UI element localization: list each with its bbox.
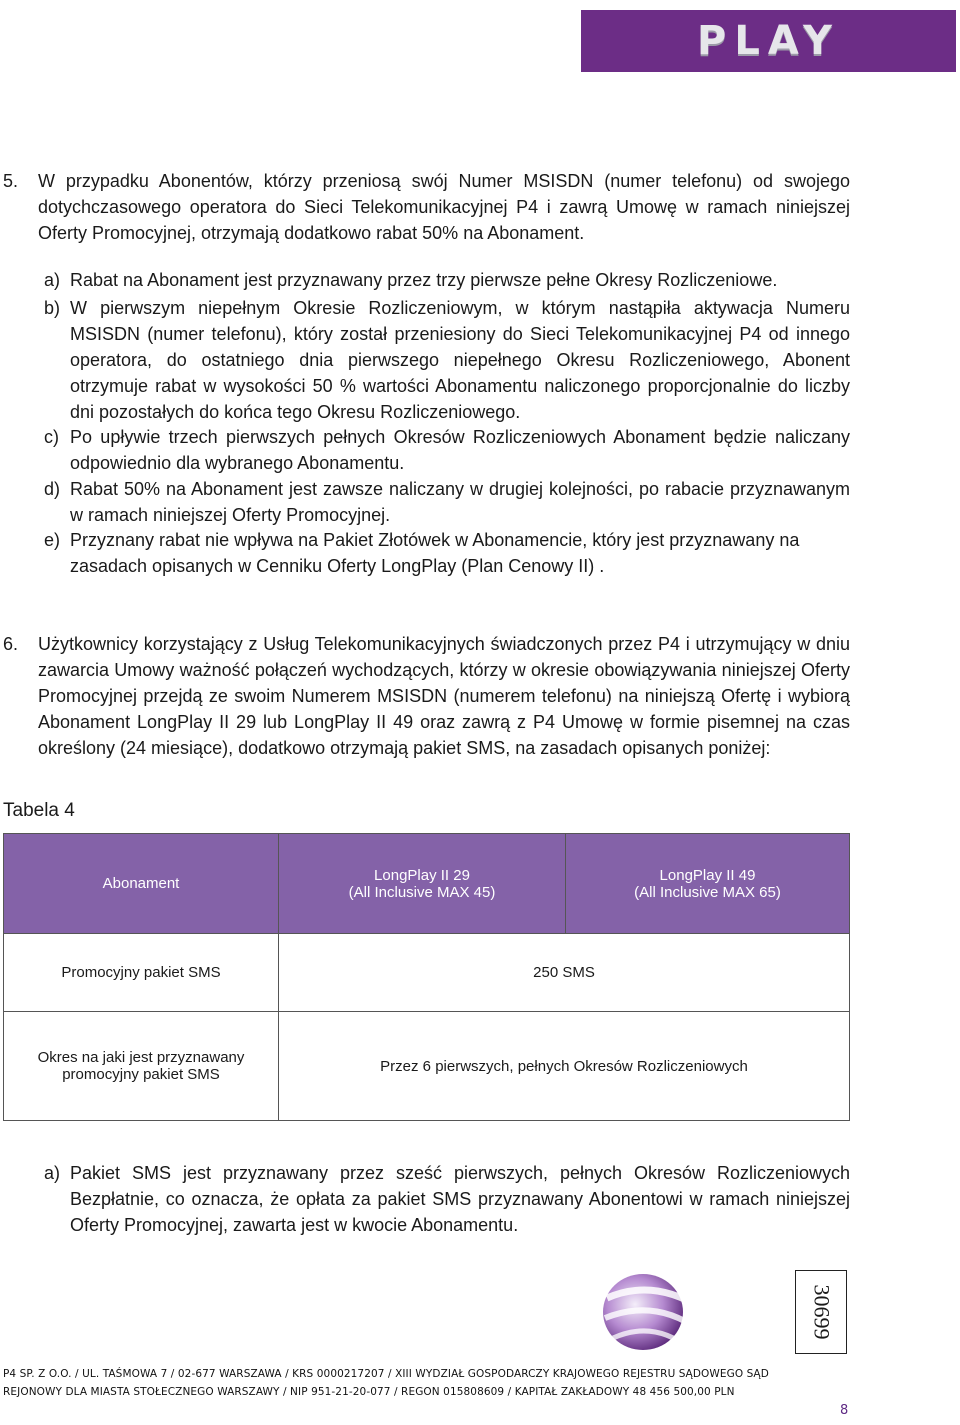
- table-caption: Tabela 4: [3, 800, 75, 821]
- row-label-period: Okres na jaki jest przyznawany: [37, 1049, 245, 1066]
- play-sphere-icon: [593, 1268, 705, 1354]
- header-longplay-29-sub: (All Inclusive MAX 45): [348, 883, 496, 901]
- row-label-period-line2: promocyjny pakiet SMS: [62, 1066, 220, 1083]
- header-longplay-49-sub: (All Inclusive MAX 65): [634, 883, 781, 901]
- row-label-sms-package: Promocyjny pakiet SMS: [4, 934, 279, 1012]
- item-text-a: Rabat na Abonament jest przyznawany przez trzy pierwsze pełne Okresy Rozliczeniowe.: [70, 270, 778, 290]
- section-6-intro: Użytkownicy korzystający z Usług Telekomunikacyjnych świadczonych przez P4 i utrzymujący w dniu zawarcia Umowy ważność połączeń wychodzących, którzy w okresie obowiązywania niniejszej Oferty Promocyjnej przejdą ze swoim Numerem MSISDN (numerem telefonu) na niniejszą Ofertę i wybiorą Abonament LongPlay II 29 lub LongPlay II 49 oraz zawrą z P4 Umowę w formie pisemnej na czas określony (24 miesiące), dodatkowo otrzymają pakiet SMS, na zasadach opisanych poniżej:: [38, 634, 850, 758]
- header-cell-longplay-49: [566, 834, 850, 934]
- note-label: a): [44, 1163, 61, 1183]
- item-text-b: W pierwszym niepełnym Okresie Rozliczeniowym, w którym nastąpiła aktywacja Numeru MSISDN (numer telefonu), który został przeniesiony do Sieci Telekomunikacyjnej P4 od innego operatora, do ostatniego dnia pierwszego niepełnego Okresu Rozliczeniowego, Abonent otrzymuje rabat w wysokości 50 % wartości Abonamentu naliczonego proporcjonalnie do liczby dni pozostałych do końca tego Okresu Rozliczeniowego.: [70, 298, 850, 422]
- item-text-d: Rabat 50% na Abonament jest zawsze naliczany w drugiej kolejności, po rabacie przyznawanym w ramach niniejszej Oferty Promocyjnej.: [70, 479, 850, 525]
- logo-text: PLAY: [697, 18, 840, 64]
- document-stamp: [795, 1270, 847, 1354]
- stamp-number: 30699: [809, 1284, 834, 1340]
- item-text-c: Po upływie trzech pierwszych pełnych Okresów Rozliczeniowych Abonament będzie naliczany odpowiednio dla wybranego Abonamentu.: [70, 427, 850, 473]
- header-abonament: Abonament: [102, 875, 180, 892]
- item-label-a: a): [44, 270, 61, 290]
- section-6-number: 6.: [3, 634, 19, 654]
- item-label-e: e): [44, 530, 61, 550]
- header-longplay-29: LongPlay II 29: [374, 866, 470, 884]
- section-5-intro: W przypadku Abonentów, którzy przeniosą swój Numer MSISDN (numer telefonu) od swojego dotychczasowego operatora do Sieci Telekomunikacyjnej P4 i zawrą Umowę w ramach niniejszej Oferty Promocyjnej, otrzymają dodatkowo rabat 50% na Abonament.: [38, 171, 850, 243]
- item-label-b: b): [44, 298, 61, 318]
- table-row: [4, 934, 850, 1012]
- footer-line-2: REJONOWY DLA MIASTA STOŁECZNEGO WARSZAWY / NIP 951-21-20-077 / REGON 015808609 / KAPITAŁ ZAKŁADOWY 48 456 500,00 PLN: [3, 1386, 735, 1398]
- row-label-period-cell: [4, 1012, 279, 1121]
- item-label-d: d): [44, 479, 61, 499]
- table-header-row: [4, 834, 850, 934]
- sms-package-table: [3, 833, 850, 1121]
- footer-line-1: P4 SP. Z O.O. / UL. TAŚMOWA 7 / 02-677 WARSZAWA / KRS 0000217207 / XIII WYDZIAŁ GOSPODARCZY KRAJOWEGO REJESTRU SĄDOWEGO SĄD: [3, 1368, 769, 1380]
- header-cell-longplay-29: [279, 834, 566, 934]
- item-text-e: Przyznany rabat nie wpływa na Pakiet Złotówek w Abonamencie, który jest przyznawany na zasadach opisanych w Cenniku Oferty LongPlay (Plan Cenowy II) .: [70, 530, 800, 576]
- page-number: 8: [840, 1403, 849, 1418]
- section-5-number: 5.: [3, 171, 19, 191]
- header-longplay-49: LongPlay II 49: [659, 866, 756, 884]
- play-logo: [581, 10, 956, 72]
- note-text: Pakiet SMS jest przyznawany przez sześć pierwszych, pełnych Okresów Rozliczeniowych Bezpłatnie, co oznacza, że opłata za pakiet SMS przyznawany Abonentowi w ramach niniejszej Oferty Promocyjnej, zawarta jest w kwocie Abonamentu.: [70, 1163, 850, 1235]
- row-value-period: Przez 6 pierwszych, pełnych Okresów Rozliczeniowych: [279, 1012, 850, 1121]
- row-value-sms-package: 250 SMS: [279, 934, 850, 1012]
- item-label-c: c): [44, 427, 59, 447]
- table-row: [4, 1012, 850, 1121]
- header-cell-abonament: [4, 834, 279, 934]
